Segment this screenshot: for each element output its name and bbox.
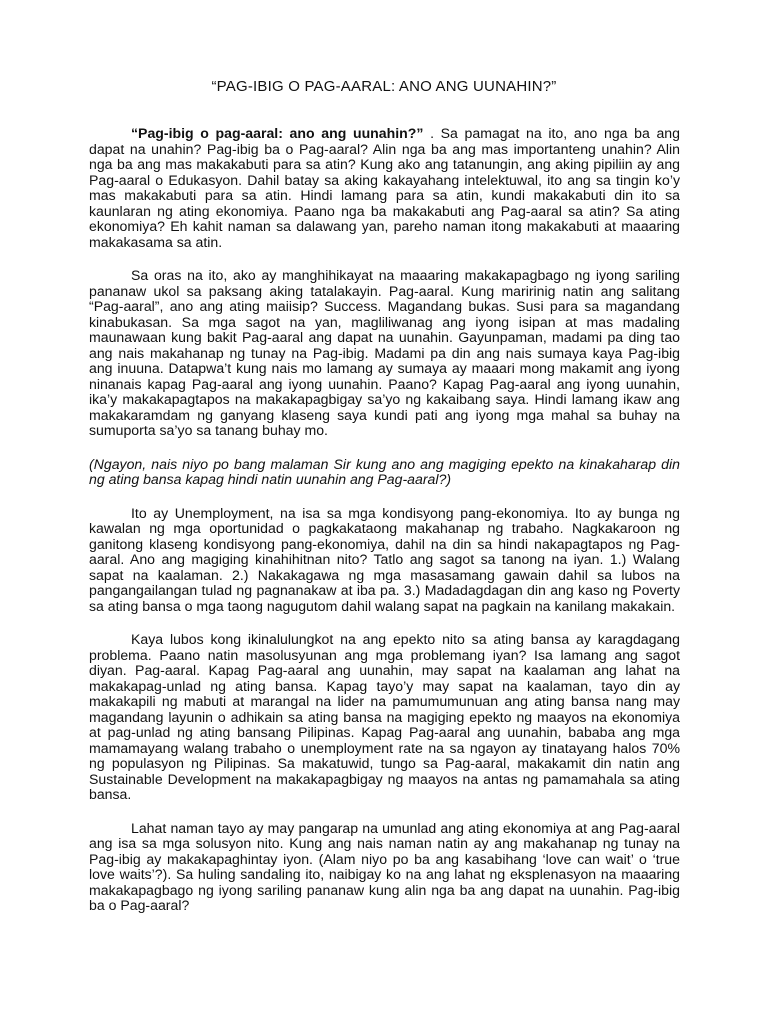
paragraph-1-text: . Sa pamagat na ito, ano nga ba ang dapat na unahin? Pag-ibig ba o Pag-aaral? Alin nga ba ang mas importanteng unahin? Alin nga ba ang mas makakabuti para sa atin? Kung ako ang tatanungin, ang aking pipiliin ay ang Pag-aaral o Edukasyon. Dahil batay sa aking kakayahang intelektuwal, ito ang sa tingin ko’y mas makakabuti para sa atin. Hindi lamang para sa atin, kundi makakabuti din ito sa kaunlaran ng ating ekonomiya. Paano nga ba makakabuti ang Pag-aaral sa atin? Sa ating ekonomiya? Eh kahit naman sa dalawang yan, pareho naman itong makakabuti at maaaring makakasama sa atin. <box>89 125 680 250</box>
document-body <box>89 126 680 932</box>
paragraph-5: Lahat naman tayo ay may pangarap na umunlad ang ating ekonomiya at ang Pag-aaral ang isa sa mga solusyon nito. Kung ang nais naman natin ay ang makahanap ng tunay na Pag-ibig ay makakapaghintay iyon. (Alam niyo po ba ang kasabihang ‘love can wait’ o ‘true love waits’?). Sa huling sandaling ito, naibigay ko na ang lahat ng eksplenasyon na maaaring makakapagbago ng iyong sariling pananaw kung alin nga ba ang dapat na uunahin. Pag-ibig ba o Pag-aaral? <box>89 819 680 913</box>
document-title: “PAG-IBIG O PAG-AARAL: ANO ANG UUNAHIN?” <box>211 78 557 95</box>
paragraph-2: Sa oras na ito, ako ay manghihikayat na maaaring makakapagbago ng iyong sariling pananaw ukol sa paksang aking tatalakayin. Pag-aaral. Kung maririnig natin ang salitang “Pag-aaral”, ano ang ating maiisip? Success. Magandang bukas. Susi para sa magandang kinabukasan. Sa mga sagot na yan, magliliwanag ang iyong isipan at mas madaling maunawaan kung bakit Pag-aaral ang dapat na uunahin. Gayunpaman, madami pa ding tao ang nais makahanap ng tunay na Pag-ibig. Madami pa din ang nais sumaya kaya Pag-ibig ang inuuna. Datapwa’t kung nais mo lamang ay sumaya ay maaari mong makamit ang iyong ninanais kapag Pag-aaral ang iyong uunahin. Paano? Kapag Pag-aaral ang iyong uunahin, ika’y makakapagtapos na makakapagbigay sa’yo ng kakaibang saya. Hindi lamang ikaw ang makakaramdam ng ganyang klaseng saya kundi pati ang iyong mga mahal sa buhay na sumuporta sa’yo sa tanang buhay mo. <box>89 267 680 438</box>
paragraph-4: Kaya lubos kong ikinalulungkot na ang epekto nito sa ating bansa ay karagdagang problema. Paano natin masolusyunan ang mga problemang iyan? Isa lamang ang sagot diyan. Pag-aaral. Kapag Pag-aaral ang uunahin, may sapat na kaalaman ang lahat na makakapag-unlad ng ating bansa. Kapag tayo’y may sapat na kaalaman, tayo din ay makakapili ng mabuti at marangal na lider na pamumumunuan ang ating bansa nang may magandang layunin o adhikain sa ating bansa na magiging epekto ng maayos na ekonomiya at pag-unlad ng ating bansang Pilipinas. Kapag Pag-aaral ang uunahin, bababa ang mga mamamayang walang trabaho o unemployment rate na sa ngayon ay tinatayang halos 70% ng populasyon ng Pilipinas. Sa makatuwid, tungo sa Pag-aaral, makakamit din natin ang Sustainable Development na makakapagbigay ng maayos na antas ng pamamahala sa ating bansa. <box>89 631 680 802</box>
paragraph-3: Ito ay Unemployment, na isa sa mga kondisyong pang-ekonomiya. Ito ay bunga ng kawalan ng mga oportunidad o pagkakataong makahanap ng trabaho. Nagkakaroon ng ganitong klaseng kondisyong pang-ekonomiya, dahil na din sa hindi nakapagtapos ng Pag-aaral. Ano ang magiging kinahihitnan nito? Tatlo ang sagot sa tanong na iyan. 1.) Walang sapat na kaalaman. 2.) Nakakagawa ng mga masasamang gawain dahil sa lubos na pangangailangan tulad ng pagnanakaw at iba pa. 3.) Madadagdagan din ang kaso ng Poverty sa ating bansa o mga taong nagugutom dahil walang sapat na pagkain na kanilang makakain. <box>89 504 680 614</box>
paragraph-1 <box>89 126 680 250</box>
paragraph-1-lead: “Pag-ibig o pag-aaral: ano ang uunahin?” <box>131 125 424 141</box>
question-paragraph: (Ngayon, nais niyo po bang malaman Sir kung ano ang magiging epekto na kinakaharap din ng ating bansa kapag hindi natin uunahin ang Pag-aaral?) <box>89 455 680 487</box>
